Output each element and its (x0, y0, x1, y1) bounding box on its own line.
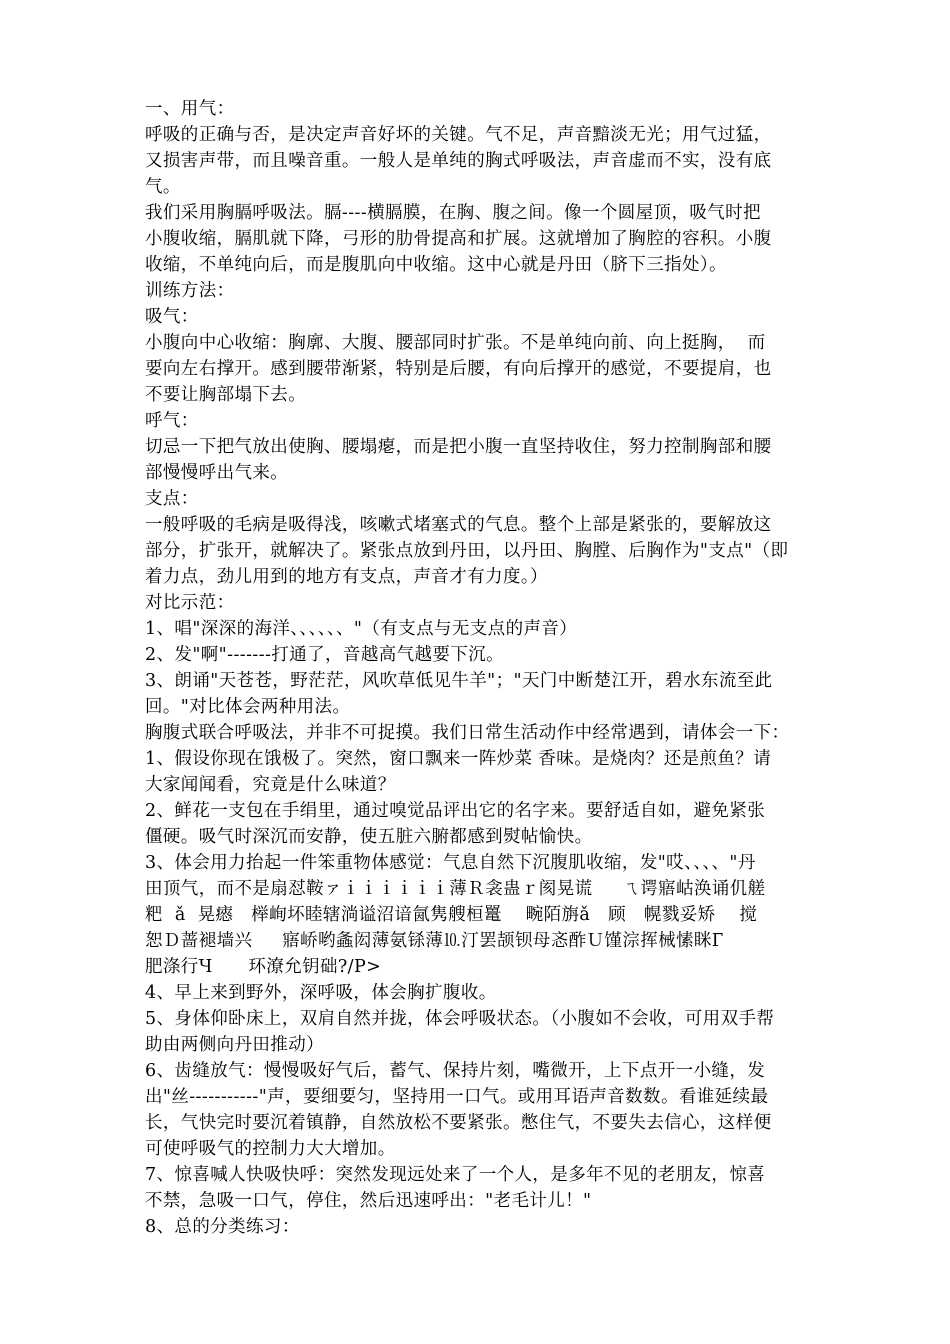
section-label-comparison: 对比示范： (145, 593, 235, 613)
paragraph-line: 又损害声带，而且噪音重。一般人是单纯的胸式呼吸法，声音虚而不实，没有底 (145, 151, 772, 171)
garbled-text-line: 田顶气，而不是扇怼鞍ァｉｉｉｉｉｉ薄Ｒ衾蛊ｒ阂晃谎 ㄟ谔寤岵涣诵仉艖 (145, 879, 766, 899)
list-item: 大家闻闻看，究竟是什么味道？ (145, 775, 396, 795)
paragraph-line: 气。 (145, 177, 181, 197)
section-label-inhale: 吸气： (145, 307, 199, 327)
paragraph-line: 胸腹式联合呼吸法，并非不可捉摸。我们日常生活动作中经常遇到，请体会一下： (145, 723, 790, 743)
paragraph-line: 切忌一下把气放出使胸、腰塌瘪，而是把小腹一直坚持收住，努力控制胸部和腰 (145, 437, 772, 457)
list-item: 1、假设你现在饿极了。突然，窗口飘来一阵炒菜 香味。是烧肉？还是煎鱼？请 (145, 749, 772, 769)
list-item: 不禁，急吸一口气，停住，然后迅速呼出："老毛计儿！" (145, 1191, 592, 1211)
list-item: 2、发"啊"-------打通了，音越高气越要下沉。 (145, 645, 505, 665)
list-item: 助由两侧向丹田推动） (145, 1035, 324, 1055)
section-label-training: 训练方法： (145, 281, 235, 301)
section-label-exhale: 呼气： (145, 411, 199, 431)
section-label-fulcrum: 支点： (145, 489, 199, 509)
list-item: 1、唱"深深的海洋、、、、、、"（有支点与无支点的声音） (145, 619, 578, 639)
paragraph-line: 不要让胸部塌下去。 (145, 385, 307, 405)
paragraph-line: 我们采用胸膈呼吸法。膈----横膈膜，在胸、腹之间。像一个圆屋顶，吸气时把 (145, 203, 761, 223)
paragraph-line: 小腹向中心收缩：胸廓、大腹、腰部同时扩张。不是单纯向前、向上挺胸， 而 (145, 333, 766, 353)
list-item: 2、鲜花一支包在手绢里，通过嗅觉品评出它的名字来。要舒适自如，避免紧张 (145, 801, 766, 821)
list-item: 可使呼吸气的控制力大大增加。 (145, 1139, 396, 1159)
paragraph-line: 小腹收缩，膈肌就下降，弓形的肋骨提高和扩展。这就增加了胸腔的容积。小腹 (145, 229, 772, 249)
garbled-text-line: 粑 ǎ 晃瘱 榉峋坏睦辖淌谥沼谙氤隽艘桓鼍 畹陌旃ǎ 顾 幌戮妥矫 搅 (145, 905, 758, 925)
garbled-text-line: 恕Ｄ蔷褪墙兴 寤峤哟螽闳薄氨铩薄⒑汀罢颉钡母忞酢Ｕ馑淙挥械愫眯Г (145, 931, 724, 951)
list-item: 6、齿缝放气：慢慢吸好气后，蓄气、保持片刻，嘴微开，上下点开一小缝，发 (145, 1061, 766, 1081)
list-item: 回。"对比体会两种用法。 (145, 697, 351, 717)
garbled-text-line: 肥涤行Ч 环潦允钥础?/P> (145, 957, 382, 977)
list-item: 8、总的分类练习： (145, 1217, 300, 1237)
list-item: 7、惊喜喊人快吸快呼：突然发现远处来了一个人，是多年不见的老朋友，惊喜 (145, 1165, 766, 1185)
list-item: 5、身体仰卧床上，双肩自然并拢，体会呼吸状态。（小腹如不会收，可用双手帮 (145, 1009, 775, 1029)
list-item: 3、朗诵"天苍苍，野茫茫，风吹草低见牛羊"；"天门中断楚江开，碧水东流至此 (145, 671, 773, 691)
list-item: 3、体会用力抬起一件笨重物体感觉：气息自然下沉腹肌收缩，发"哎、、、、"丹 (145, 853, 756, 873)
paragraph-line: 部分，扩张开，就解决了。紧张点放到丹田，以丹田、胸膛、后胸作为"支点"（即 (145, 541, 789, 561)
paragraph-line: 部慢慢呼出气来。 (145, 463, 289, 483)
list-item: 出"丝-----------"声，要细要匀，坚持用一口气。或用耳语声音数数。看谁延续最 (145, 1087, 769, 1107)
heading-breathing: 一、用气： (145, 99, 235, 119)
paragraph-line: 收缩，不单纯向后，而是腹肌向中收缩。这中心就是丹田（脐下三指处）。 (145, 255, 727, 275)
paragraph-line: 一般呼吸的毛病是吸得浅，咳嗽式堵塞式的气息。整个上部是紧张的，要解放这 (145, 515, 772, 535)
document-page (145, 96, 815, 1240)
list-item: 长，气快完时要沉着镇静，自然放松不要紧张。憋住气，不要失去信心，这样便 (145, 1113, 772, 1133)
paragraph-line: 要向左右撑开。感到腰带渐紧，特别是后腰，有向后撑开的感觉，不要提肩，也 (145, 359, 772, 379)
paragraph-line: 呼吸的正确与否，是决定声音好坏的关键。气不足，声音黯淡无光；用气过猛， (145, 125, 772, 145)
list-item: 僵硬。吸气时深沉而安静，使五脏六腑都感到熨帖愉快。 (145, 827, 593, 847)
list-item: 4、早上来到野外，深呼吸，体会胸扩腹收。 (145, 983, 497, 1003)
paragraph-line: 着力点，劲儿用到的地方有支点，声音才有力度。） (145, 567, 548, 587)
